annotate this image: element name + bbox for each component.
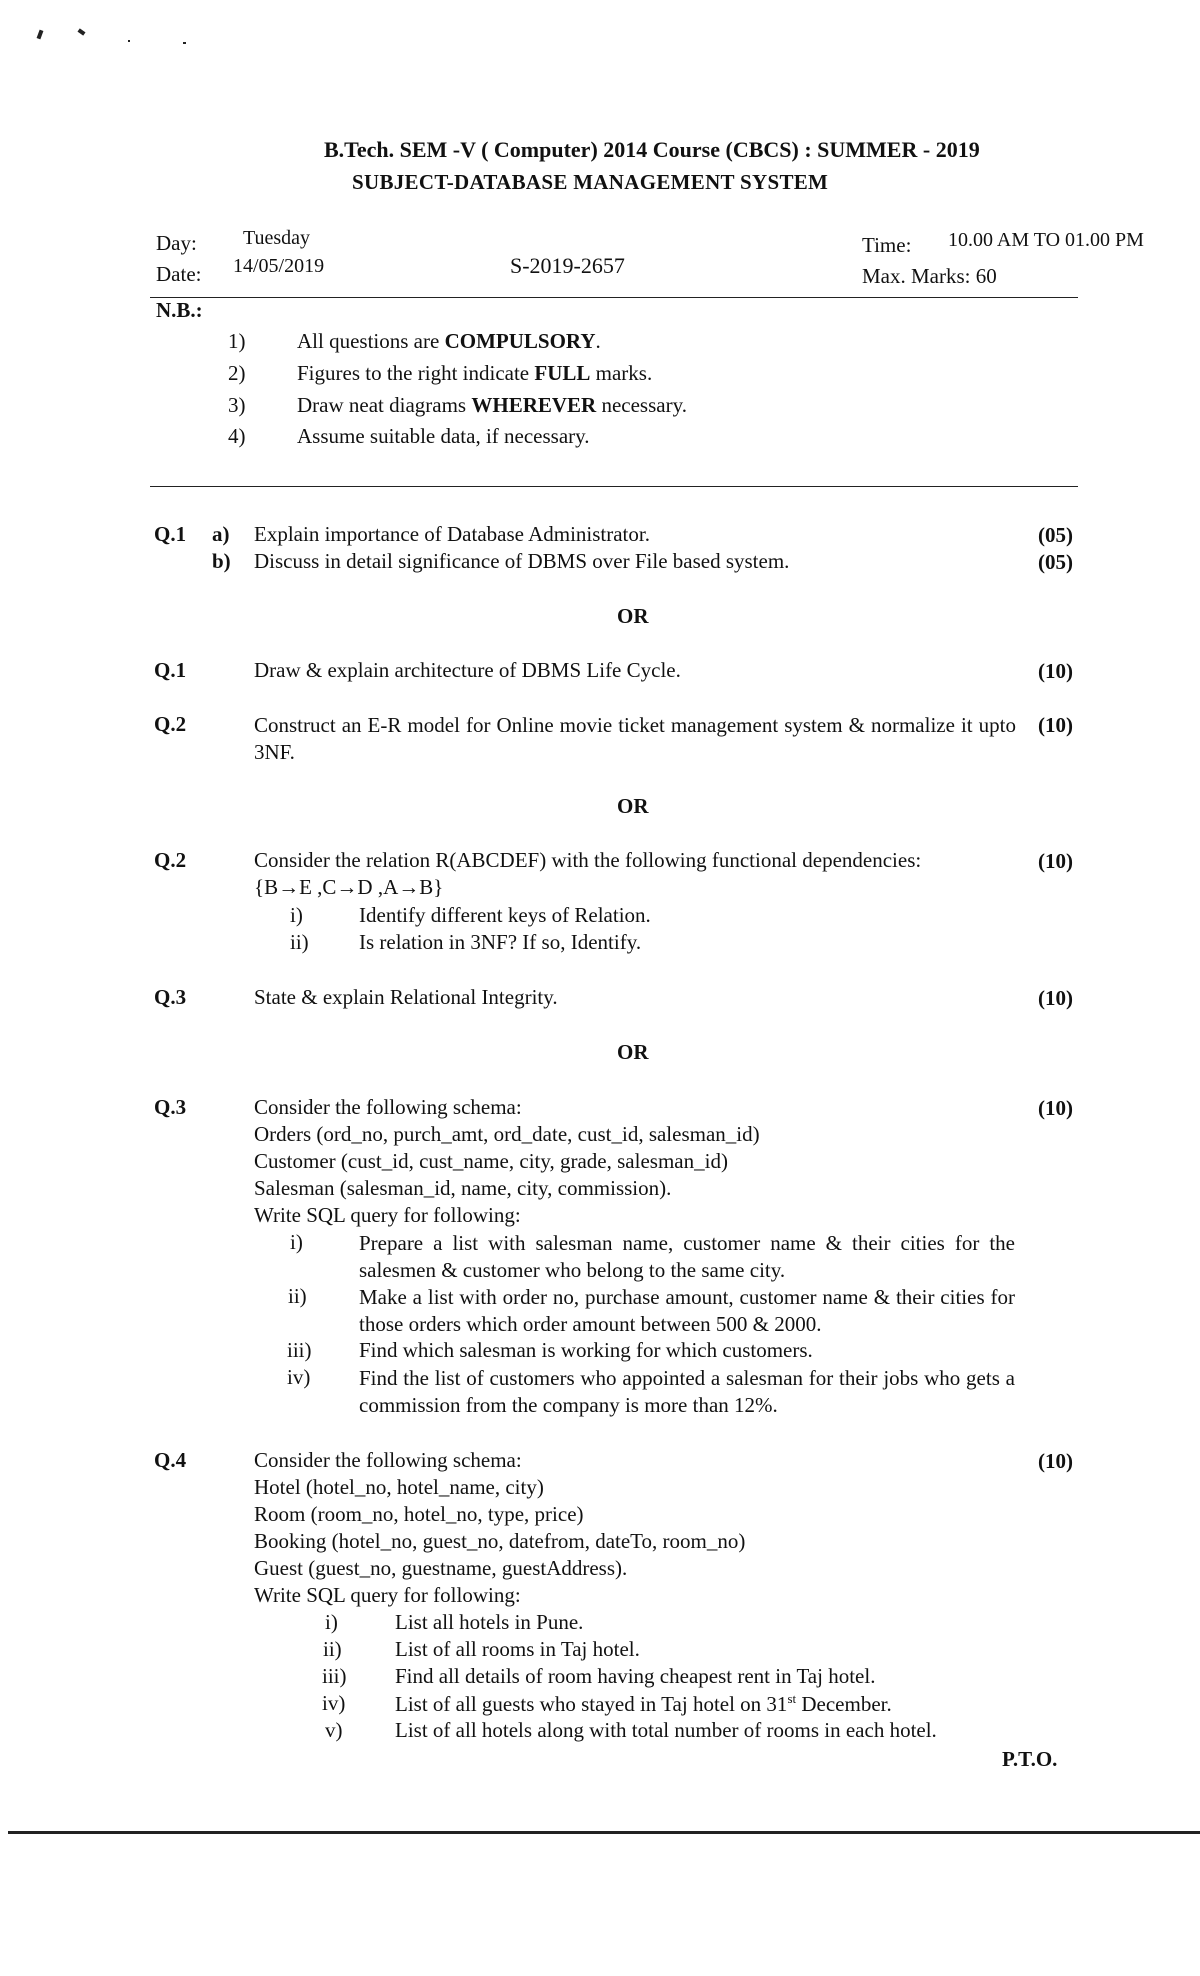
schema-line: Hotel (hotel_no, hotel_name, city): [254, 1475, 544, 1499]
sub-question-number: iv): [287, 1365, 311, 1389]
sub-question-text: Find all details of room having cheapest rent in Taj hotel.: [395, 1664, 876, 1688]
or-separator: OR: [617, 1040, 649, 1064]
question-text: Write SQL query for following:: [254, 1203, 521, 1227]
question-text: Draw & explain architecture of DBMS Life Cycle.: [254, 658, 681, 682]
sub-question-text: List of all hotels along with total number of rooms in each hotel.: [395, 1718, 937, 1742]
question-text: Consider the following schema:: [254, 1448, 522, 1472]
question-text: Explain importance of Database Administrator.: [254, 522, 650, 546]
question-text: State & explain Relational Integrity.: [254, 985, 558, 1009]
question-text: Consider the relation R(ABCDEF) with the following functional dependencies:: [254, 848, 922, 872]
header-divider: [150, 297, 1078, 298]
question-number: Q.1: [154, 522, 187, 546]
sub-question-text: Is relation in 3NF? If so, Identify.: [359, 930, 642, 954]
sub-question-text-part: List of all guests who stayed in Taj hotel on 31: [395, 1692, 788, 1716]
marks: (05): [1038, 550, 1073, 574]
ordinal-suffix: st: [787, 1691, 797, 1706]
nb-item-text: Draw neat diagrams: [297, 393, 472, 417]
marks: (05): [1038, 523, 1073, 547]
marks: (10): [1038, 849, 1073, 873]
schema-line: Customer (cust_id, cust_name, city, grade, salesman_id): [254, 1149, 728, 1173]
scan-mark: [37, 30, 44, 40]
marks: (10): [1038, 986, 1073, 1010]
nb-number: 2): [228, 361, 246, 385]
functional-dependencies: {B→E ,C→D ,A→B}: [254, 875, 444, 899]
sub-question-letter: a): [212, 522, 230, 546]
date-value: 14/05/2019: [233, 255, 325, 277]
sub-question-number: ii): [288, 1284, 307, 1308]
question-number: Q.3: [154, 985, 187, 1009]
nb-item-text: All questions are: [297, 329, 445, 353]
time-value: 10.00 AM TO 01.00 PM: [948, 229, 1144, 251]
question-number: Q.3: [154, 1095, 187, 1119]
question-text: Consider the following schema:: [254, 1095, 522, 1119]
question-text: Discuss in detail significance of DBMS over File based system.: [254, 549, 790, 573]
sub-question-text: [395, 1691, 892, 1717]
nb-item-text: marks.: [590, 361, 653, 385]
marks: (10): [1038, 659, 1073, 683]
schema-line: Salesman (salesman_id, name, city, commission).: [254, 1176, 672, 1200]
sub-question-letter: b): [212, 549, 231, 573]
marks: (10): [1038, 1096, 1073, 1120]
or-separator: OR: [617, 794, 649, 818]
nb-item-text: necessary.: [596, 393, 687, 417]
sub-question-number: v): [325, 1718, 343, 1742]
sub-question-text-part: December.: [796, 1692, 892, 1716]
max-marks: Max. Marks: 60: [862, 264, 997, 288]
sub-question-number: ii): [290, 930, 309, 954]
date-label: Date:: [156, 262, 202, 286]
sub-question-text: Identify different keys of Relation.: [359, 903, 651, 927]
sub-question-number: i): [290, 903, 303, 927]
scan-mark: [77, 28, 85, 35]
schema-line: Room (room_no, hotel_no, type, price): [254, 1502, 584, 1526]
nb-item-text: .: [595, 329, 601, 353]
nb-item: [297, 393, 687, 418]
sub-question-text: List all hotels in Pune.: [395, 1610, 584, 1634]
sub-question-number: iii): [322, 1664, 347, 1688]
nb-item: [297, 361, 652, 386]
subject-title: SUBJECT-DATABASE MANAGEMENT SYSTEM: [352, 170, 829, 194]
sub-question-text: Prepare a list with salesman name, customer name & their cities for the salesmen & customer who belong to the same city.: [359, 1231, 1015, 1282]
sub-question-text: Find which salesman is working for which customers.: [359, 1338, 813, 1362]
question-number: Q.2: [154, 712, 187, 736]
nb-item: [297, 329, 601, 354]
schema-line: Booking (hotel_no, guest_no, datefrom, dateTo, room_no): [254, 1529, 746, 1553]
marks: (10): [1038, 713, 1073, 737]
scan-mark: [128, 40, 130, 42]
pto-label: P.T.O.: [1002, 1747, 1058, 1771]
paper-code: S-2019-2657: [510, 253, 625, 278]
schema-line: Guest (guest_no, guestname, guestAddress).: [254, 1556, 628, 1580]
nb-item-text: Figures to the right indicate: [297, 361, 535, 385]
exam-title: B.Tech. SEM -V ( Computer) 2014 Course (CBCS) : SUMMER - 2019: [324, 137, 980, 162]
nb-number: 1): [228, 329, 246, 353]
question-number: Q.1: [154, 658, 187, 682]
sub-question-number: i): [290, 1230, 303, 1254]
scan-mark: [183, 42, 186, 44]
nb-divider: [150, 486, 1078, 487]
time-label: Time:: [862, 233, 912, 257]
nb-number: 4): [228, 424, 246, 448]
nb-item-emphasis: COMPULSORY: [444, 329, 596, 353]
sub-question-text: Find the list of customers who appointed a salesman for their jobs who gets a commission from the company is more than 12%.: [359, 1366, 1015, 1417]
question-number: Q.4: [154, 1448, 187, 1472]
sub-question-number: iii): [287, 1338, 312, 1362]
sub-question-number: ii): [323, 1637, 342, 1661]
sub-question-text: Make a list with order no, purchase amount, customer name & their cities for those orders which order amount between 500 & 2000.: [359, 1285, 1015, 1336]
nb-item-text: Assume suitable data, if necessary.: [297, 424, 590, 448]
question-text: Construct an E-R model for Online movie ticket management system & normalize it upto 3NF.: [254, 713, 1016, 764]
or-separator: OR: [617, 604, 649, 628]
question-text: Write SQL query for following:: [254, 1583, 521, 1607]
day-value: Tuesday: [243, 227, 311, 249]
nb-label: N.B.:: [156, 298, 203, 322]
sub-question-number: i): [325, 1610, 338, 1634]
day-label: Day:: [156, 231, 197, 255]
nb-item-emphasis: FULL: [534, 361, 591, 385]
question-number: Q.2: [154, 848, 187, 872]
schema-line: Orders (ord_no, purch_amt, ord_date, cust_id, salesman_id): [254, 1122, 760, 1146]
nb-item-emphasis: WHEREVER: [471, 393, 597, 417]
sub-question-number: iv): [322, 1691, 346, 1715]
sub-question-text: List of all rooms in Taj hotel.: [395, 1637, 640, 1661]
nb-number: 3): [228, 393, 246, 417]
marks: (10): [1038, 1449, 1073, 1473]
nb-item: [297, 424, 590, 449]
footer-divider: [8, 1831, 1200, 1834]
